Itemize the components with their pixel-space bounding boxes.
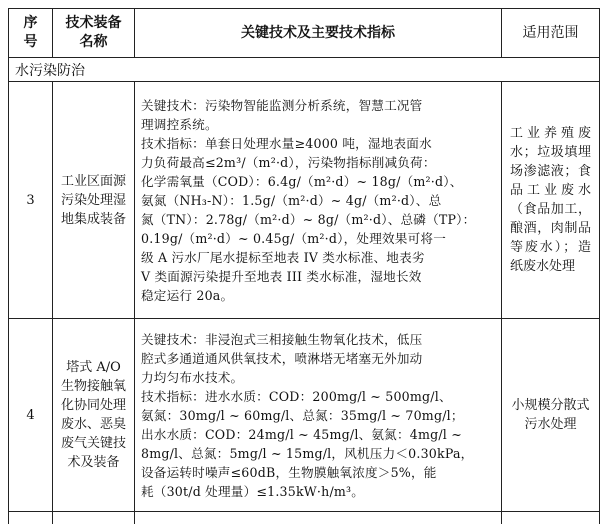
- row-number: 4: [9, 319, 53, 512]
- desc-line: 氮（TN）：2.78g/（m²·d）~ 8g/（m²·d）、总磷（TP）：: [141, 210, 495, 229]
- desc-line: 耗（30t/d 处理量）≤1.35kW·h/m³。: [141, 482, 495, 501]
- header-key-tech: 关键技术及主要技术指标: [135, 9, 502, 58]
- desc-line: 8mg/l、总氮：5mg/l ~ 15mg/l，风机压力＜0.30kPa，: [141, 444, 495, 463]
- desc-line: 关键技术：污染物智能监测分析系统，智慧工况管: [141, 96, 495, 115]
- desc-line: 氨氮（NH₃-N）：1.5g/（m²·d）~ 4g/（m²·d）、总: [141, 191, 495, 210]
- continuation-cell: [135, 512, 502, 524]
- application-scope: 工业养殖废水；垃圾填埋场渗滤液；食品工业废水（食品加工，酿酒，肉制品等废水）；造纸废水处理: [502, 82, 600, 319]
- desc-line: 0.19g/（m²·d）~ 0.45g/（m²·d），处理效果可将一: [141, 229, 495, 248]
- desc-line: 技术指标：进水水质：COD：200mg/l ~ 500mg/l、: [141, 387, 495, 406]
- application-scope: 小规模分散式污水处理: [502, 319, 600, 512]
- equipment-name: 塔式 A/O 生物接触氧化协同处理废水、恶臭废气关键技术及装备: [53, 319, 135, 512]
- desc-line: 关键技术：非浸泡式三相接触生物氧化技术，低压: [141, 330, 495, 349]
- key-tech-description: [135, 82, 502, 319]
- table-row: [9, 319, 600, 512]
- desc-line: 氨氮：30mg/l ~ 60mg/l、总氮：35mg/l ~ 70mg/l；: [141, 406, 495, 425]
- key-tech-description: [135, 319, 502, 512]
- desc-line: V 类面源污染提升至地表 III 类水标准，湿地长效: [141, 267, 495, 286]
- header-seq: [9, 9, 53, 58]
- table-row-continuation: [9, 512, 600, 524]
- equipment-name: 工业区面源污染处理湿地集成装备: [53, 82, 135, 319]
- desc-line: 设备运转时噪声≤60dB，生物膜触氧浓度＞5%，能: [141, 463, 495, 482]
- desc-line: 化学需氧量（COD）：6.4g/（m²·d）~ 18g/（m²·d）、: [141, 172, 495, 191]
- header-name-text: 技术装备 名称: [53, 14, 134, 52]
- desc-line: 出水水质：COD：24mg/l ~ 45mg/l、氨氮：4mg/l ~: [141, 425, 495, 444]
- desc-line: 稳定运行 20a。: [141, 286, 495, 305]
- continuation-cell: [9, 512, 53, 524]
- row-number: 3: [9, 82, 53, 319]
- header-scope: 适用范围: [502, 9, 600, 58]
- desc-line: 技术指标：单套日处理水量≥4000 吨，湿地表面水: [141, 134, 495, 153]
- desc-line: 腔式多通道通风供氧技术，喷淋塔无堵塞无外加动: [141, 349, 495, 368]
- table-header-row: [9, 9, 600, 58]
- technology-table-container: [8, 8, 599, 524]
- desc-line: 力负荷最高≤2m³/（m²·d），污染物指标削减负荷：: [141, 153, 495, 172]
- continuation-cell: [502, 512, 600, 524]
- section-row: [9, 58, 600, 82]
- desc-line: 力均匀布水技术。: [141, 368, 495, 387]
- header-name: [53, 9, 135, 58]
- table-row: [9, 82, 600, 319]
- continuation-cell: [53, 512, 135, 524]
- header-seq-text: 序 号: [9, 14, 52, 52]
- desc-line: 级 A 污水厂尾水提标至地表 IV 类水标准、地表劣: [141, 248, 495, 267]
- desc-line: 理调控系统。: [141, 115, 495, 134]
- technology-table: [8, 8, 600, 524]
- section-title: 水污染防治: [9, 58, 600, 82]
